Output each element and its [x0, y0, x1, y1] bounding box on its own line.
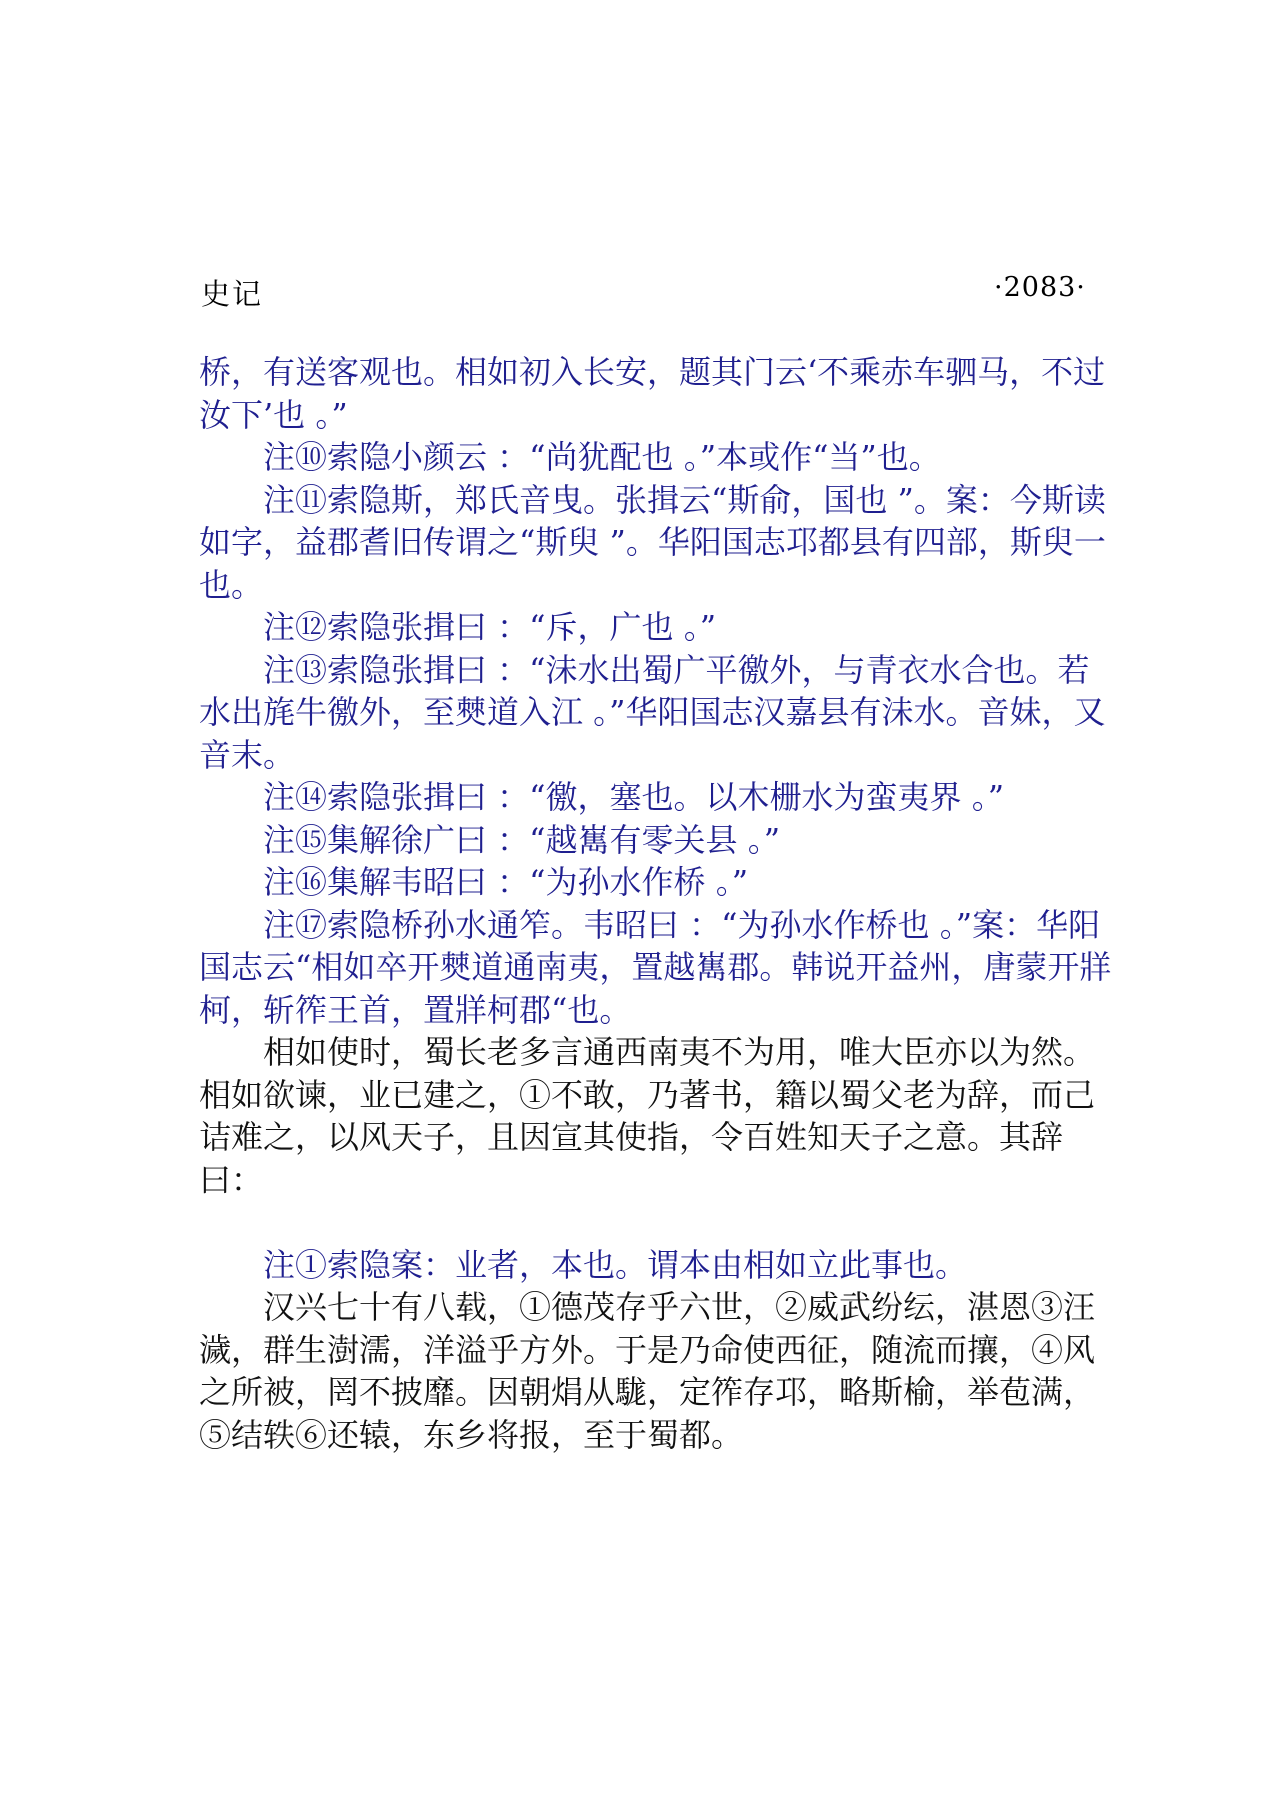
note-1: 注①索隐案：业者，本也。谓本由相如立此事也。: [263, 1245, 968, 1284]
main-text-paragraph: 相如使时，蜀长老多言通西南夷不为用，唯大臣亦以为然。相如欲谏，业已建之，①不敢，乃著书，籍以蜀父老为辞，而己诘难之，以风天子，且因宣其使指，令百姓知天子之意。其辞曰：: [199, 1033, 1096, 1199]
main-text-paragraph-2: 汉兴七十有八载，①德茂存乎六世，②威武纷纭，湛恩③汪濊，群生澍濡，洋溢乎方外。于是乃命使西征，随流而攘，④风之所被，罔不披靡。因朝焆从駹，定筰存邛，略斯榆，举苞满，⑤结轶⑥还辕，东乡将报，至于蜀都。: [199, 1288, 1096, 1454]
running-title: 史记: [201, 277, 264, 311]
note-10: 注⑩索隐小颜云 ：“尚犹配也 。”本或作“当”也。: [263, 438, 941, 476]
paragraph-continuation: 桥，有送客观也。相如初入长安，题其门云‘不乘赤车驷马，不过汝下’也 。”: [199, 353, 1106, 434]
note-13: 注⑬索隐张揖曰 ：“沬水出蜀广平徼外，与青衣水合也。若水出旄牛徼外，至僰道入江 。”华阳国志汉嘉县有沬水。音妹，又音末。: [199, 650, 1106, 774]
note-15: 注⑮集解徐广曰 ：“越嶲有零关县 。”: [263, 820, 781, 859]
note-17: 注⑰索隐桥孙水通笮。韦昭曰 ：“为孙水作桥也 。”案：华阳国志云“相如卒开僰道通南夷，置越嶲郡。韩说开益州，唐蒙开牂柯，斩筰王首，置牂柯郡“也。: [199, 905, 1112, 1029]
note-11: 注⑪索隐斯，郑氏音曳。张揖云“斯俞，国也 ”。案：今斯读如字，益郡耆旧传谓之“斯臾 ”。华阳国志邛都县有四部，斯臾一也。: [199, 480, 1106, 604]
page-number: ·2083·: [994, 272, 1086, 303]
body-text: [199, 351, 1119, 1456]
paragraph-spacer: [199, 1201, 1119, 1244]
note-12: 注⑫索隐张揖曰 ：“斥，广也 。”: [263, 608, 717, 646]
note-16: 注⑯集解韦昭曰 ：“为孙水作桥 。”: [263, 863, 749, 901]
note-14: 注⑭索隐张揖曰 ：“徼，塞也。以木栅水为蛮夷界 。”: [263, 778, 1005, 816]
